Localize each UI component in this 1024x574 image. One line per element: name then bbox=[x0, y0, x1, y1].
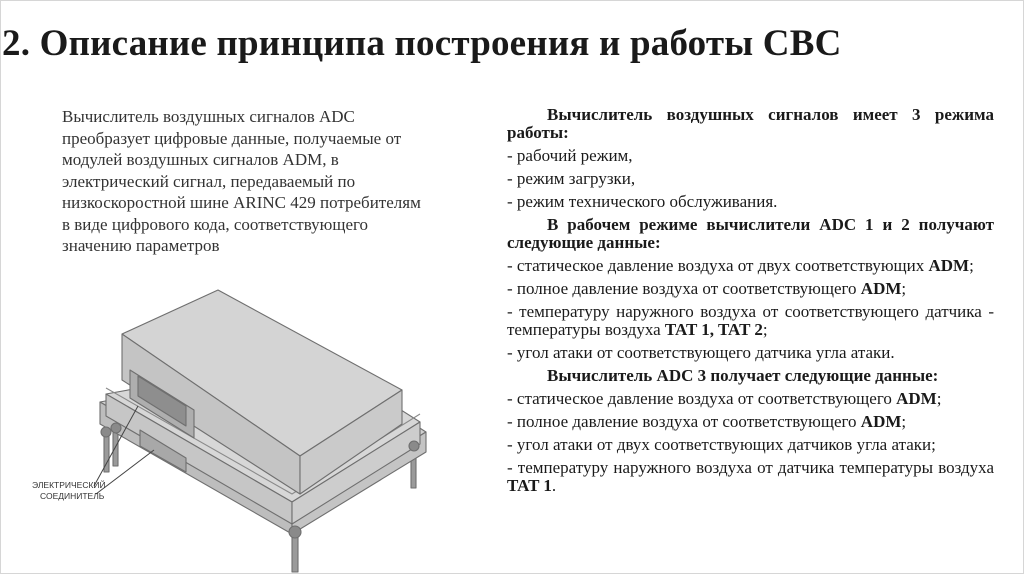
mode-item: - режим технического обслуживания. bbox=[507, 192, 778, 211]
slide-title: 2. Описание принципа построения и работы СВС bbox=[2, 23, 842, 64]
right-column bbox=[507, 105, 1020, 495]
adc-device-illustration bbox=[30, 280, 460, 574]
adc3-item-static-pressure: - статическое давление воздуха от соответствующего ADM; bbox=[507, 389, 942, 408]
adc3-item-total-pressure: - полное давление воздуха от соответствующего ADM; bbox=[507, 412, 907, 431]
adc12-item-angle-of-attack: - угол атаки от соответствующего датчика угла атаки. bbox=[507, 343, 895, 362]
connector-label-line2: СОЕДИНИТЕЛЬ bbox=[40, 491, 105, 501]
adc3-heading: Вычислитель ADC 3 получает следующие данные: bbox=[547, 366, 939, 385]
adc12-item-total-pressure: - полное давление воздуха от соответствующего ADM; bbox=[507, 279, 907, 298]
adc12-item-static-pressure: - статическое давление воздуха от двух соответствующих ADM; bbox=[507, 256, 974, 275]
adc12-heading: В рабочем режиме вычислители ADC 1 и 2 получают следующие данные: bbox=[507, 215, 994, 252]
modes-heading: Вычислитель воздушных сигналов имеет 3 режима работы: bbox=[507, 105, 994, 142]
adc12-item-temperature: - температуру наружного воздуха от соответствующего датчика - температуры воздуха TAT 1, TAT 2; bbox=[507, 302, 1020, 339]
adc3-item-temperature: - температуру наружного воздуха от датчика температуры воздуха TAT 1. bbox=[507, 458, 994, 495]
adc-description: Вычислитель воздушных сигналов ADC преобразует цифровые данные, получаемые от модулей воздушных сигналов ADM, в электрический сигнал, передаваемый по низкоскоростной шине ARINC 429 потребителям в виде цифрового кода, соответствующего значению параметров bbox=[62, 107, 421, 255]
mode-item: - рабочий режим, bbox=[507, 146, 633, 165]
mode-item: - режим загрузки, bbox=[507, 169, 636, 188]
connector-label-line1: ЭЛЕКТРИЧЕСКИЙ bbox=[32, 480, 106, 490]
adc3-item-angle-of-attack: - угол атаки от двух соответствующих датчиков угла атаки; bbox=[507, 435, 936, 454]
